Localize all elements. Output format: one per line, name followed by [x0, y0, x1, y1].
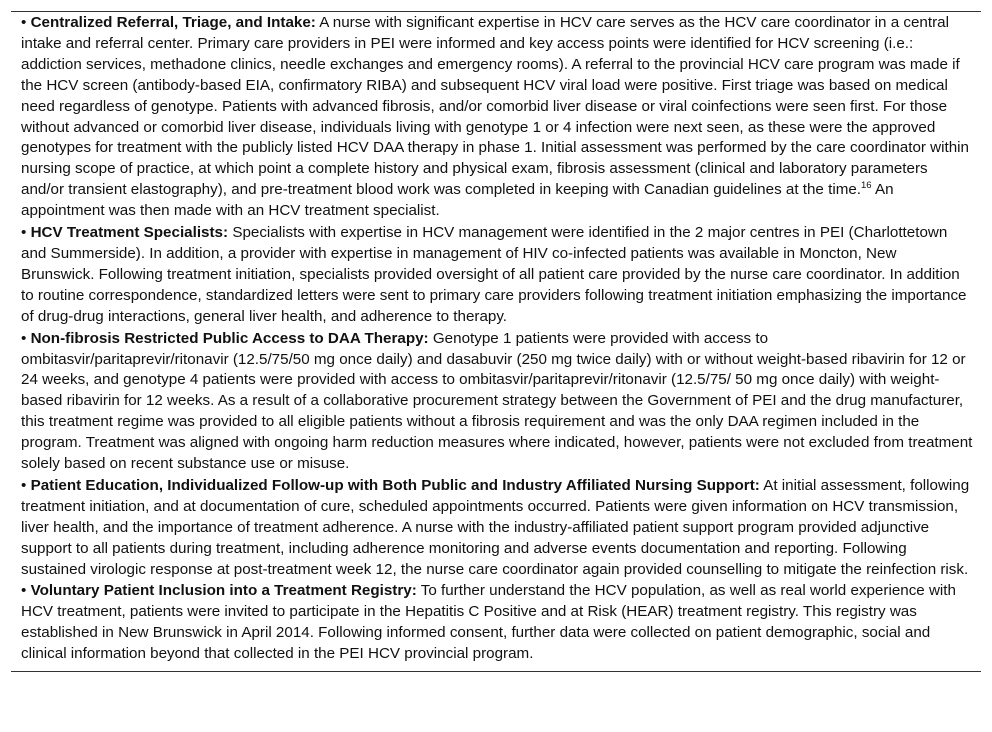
program-components-table-cell: [11, 11, 981, 672]
bullet: •: [21, 329, 27, 347]
item-text: A nurse with significant expertise in HCV care serves as the HCV care coordinator in a central intake and referral center. Primary care providers in PEI were informed and key access points were identified for HCV screening (i.e.: addiction services, methadone clinics, needle exchanges and emergency rooms). A referral to the provincial HCV care program was made if the HCV screen (antibody-based EIA, confirmatory RIBA) and subsequent HCV viral load were positive. First triage was based on medical need regardless of genotype. Patients with advanced fibrosis, and/or comorbid liver disease or viral coinfections were seen first. For those without advanced or comorbid liver disease, individuals living with genotype 1 or 4 infection were next seen, as these were the approved genotypes for treatment with the publicly listed HCV DAA therapy in phase 1. Initial assessment was performed by the care coordinator within nursing scope of practice, at which point a complete history and physical exam, fibrosis assessment (clinical and laboratory parameters and/or transient elastography), and pre-treatment blood work was completed in keeping with Canadian guidelines at the time.: [21, 14, 970, 199]
item-patient-education: [21, 476, 973, 581]
item-text: To further understand the HCV population, as well as real world experience with HCV treatment, patients were invited to participate in the Hepatitis C Positive and at Risk (HEAR) treatment registry. This registry was established in New Brunswick in April 2014. Following informed consent, further data were collected on patient demographic, social and clinical information beyond that collected in the PEI HCV provincial program.: [21, 582, 956, 663]
item-text: Specialists with expertise in HCV management were identified in the 2 major centres in PEI (Charlottetown and Summerside). In addition, a provider with expertise in management of HIV co-infected patients was available in Moncton, New Brunswick. Following treatment initiation, specialists provided oversight of all patient care provided by the nurse care coordinator. In addition to routine correspondence, standardized letters were sent to primary care providers following treatment initiation emphasizing the importance of drug-drug interactions, general liver health, and adherence to therapy.: [21, 224, 967, 325]
citation-superscript: 16: [861, 180, 872, 192]
item-hcv-treatment-specialists: [21, 223, 973, 328]
item-heading: Centralized Referral, Triage, and Intake:: [30, 14, 316, 31]
item-centralized-referral: [21, 13, 973, 222]
bullet: •: [21, 476, 27, 494]
bullet: •: [21, 582, 27, 600]
item-heading: HCV Treatment Specialists:: [30, 224, 229, 242]
item-text-continued: An appointment was then made with an HCV treatment specialist.: [21, 181, 894, 220]
bullet: •: [21, 14, 27, 31]
item-treatment-registry: [21, 581, 973, 665]
item-heading: Non-fibrosis Restricted Public Access to DAA Therapy:: [30, 329, 429, 347]
item-heading: Patient Education, Individualized Follow-up with Both Public and Industry Affiliated Nursing Support:: [30, 476, 760, 494]
item-text: At initial assessment, following treatment initiation, and at documentation of cure, scheduled appointments occurred. Patients were given information on HCV transmission, liver health, and the importance of treatment adherence. A nurse with the industry-affiliated patient support program provided adjunctive support to all patients during treatment, including adherence monitoring and adverse events documentation and reporting. Following sustained virologic response at post-treatment week 12, the nurse care coordinator again provided counselling to mitigate the reinfection risk.: [21, 476, 970, 578]
item-non-fibrosis-access: [21, 329, 973, 475]
item-heading: Voluntary Patient Inclusion into a Treatment Registry:: [30, 582, 417, 600]
bullet: •: [21, 224, 27, 242]
item-text: Genotype 1 patients were provided with access to ombitasvir/paritaprevir/ritonavir (12.5/75/50 mg once daily) and dasabuvir (250 mg twice daily) with or without weight-based ribavirin for 12 or 24 weeks, and genotype 4 patients were provided with access to ombitasvir/paritaprevir/ritonavir (12.5/75/ 50 mg once daily) with weight-based ribavirin for 12 weeks. As a result of a collaborative procurement strategy between the Government of PEI and the drug manufacturer, this treatment regime was provided to all eligible patients without a fibrosis requirement and was the only DAA regimen included in the program. Treatment was aligned with ongoing harm reduction measures where indicated, however, patients were not excluded from treatment solely based on recent substance use or misuse.: [21, 329, 973, 473]
